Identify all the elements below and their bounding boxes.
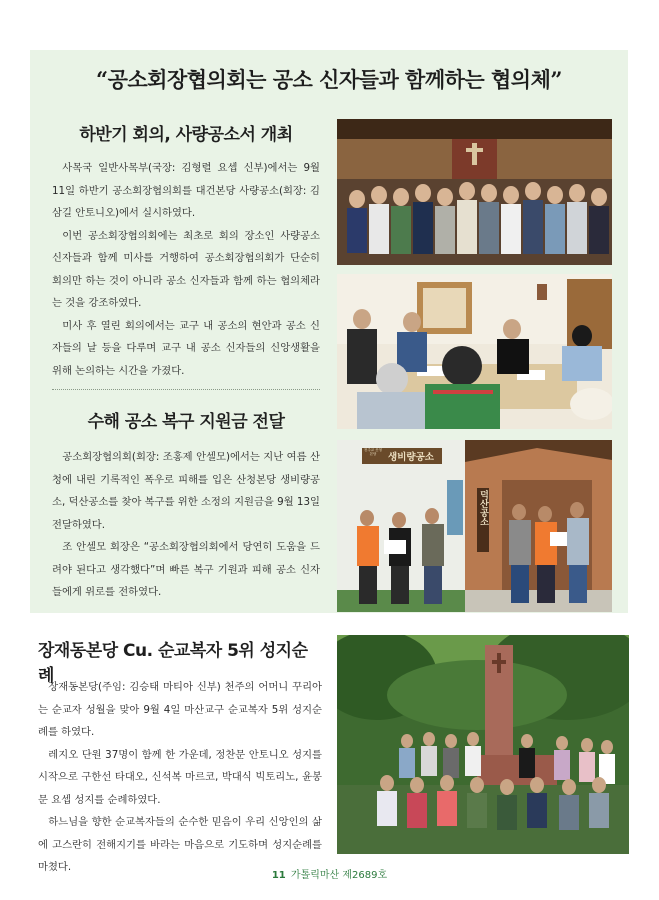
section2-body	[52, 446, 320, 604]
section3-paragraph: 장재동본당(주임: 김승태 마티아 신부) 천주의 어머니 꾸리아는 순교자 성월을 맞아 9월 4일 마산교구 순교복자 5위 성지순례를 하였다.	[38, 681, 322, 738]
sign-deoksan: 덕산공소	[478, 490, 488, 526]
section3-paragraph: 레지오 단원 37명이 함께 한 가운데, 정찬문 안토니오 성지를 시작으로 구한선 타대오, 신석복 마르코, 박대식 빅토리노, 윤봉문 요셉 성지를 순례하였다.	[38, 748, 322, 806]
publication-issue: 가톨릭마산 제2689호	[290, 870, 388, 881]
section3-body	[38, 676, 322, 879]
photo-relief-fund-delivery	[337, 440, 612, 612]
photo-meeting-table	[337, 274, 612, 429]
page-footer	[0, 866, 659, 881]
section-divider	[52, 389, 320, 390]
section2-paragraph: 조 안셀모 회장은 “공소회장협의회에서 당연히 도움을 드려야 된다고 생각했다”며 빠른 복구 기원과 피해 공소 신자들에게 위로를 전하였다.	[52, 541, 320, 598]
section1-title: 하반기 회의, 사량공소서 개최	[79, 125, 293, 145]
sign-saengbiryang: 생비량공소	[388, 452, 434, 463]
sign-saengbiryang-small: 천주교 산청본당	[363, 448, 383, 456]
page-headline: “공소회장협의회는 공소 신자들과 함께하는 협의체”	[96, 67, 562, 92]
section1-paragraph: 이번 공소회장협의회에는 최초로 회의 장소인 사량공소 신자들과 함께 미사를 거행하여 공소회장협의회가 단순히 회의만 하는 것이 아니라 공소 신자들과 함께 하는 협의체라는 것을 강조하였다.	[52, 229, 320, 309]
section3-title: 장재동본당 Cu. 순교복자 5위 성지순례	[38, 641, 308, 686]
section1-paragraph: 사목국 일반사목부(국장: 김형렬 요셉 신부)에서는 9월 11일 하반기 공소회장협의회를 대건본당 사량공소(회장: 김삼길 안토니오)에서 실시하였다.	[52, 162, 320, 219]
photo-pilgrimage-group	[337, 635, 629, 854]
photo-group-in-chapel	[337, 119, 612, 265]
section2-title: 수해 공소 복구 지원금 전달	[87, 412, 285, 432]
section1-body	[52, 157, 320, 382]
section2-paragraph: 공소회장협의회(회장: 조홍제 안셀모)에서는 지난 여름 산청에 내린 기록적인 폭우로 피해를 입은 산청본당 생비량공소, 덕산공소를 찾아 복구를 위한 소정의 지원금을 9월 13일 전달하였다.	[52, 451, 320, 531]
section1-paragraph: 미사 후 열린 회의에서는 교구 내 공소의 현안과 공소 신자들의 날 등을 다루며 교구 내 공소 신자들의 신앙생활을 위해 논의하는 시간을 가졌다.	[52, 319, 320, 377]
page-number: 11	[271, 870, 286, 881]
section3-paragraph: 하느님을 향한 순교복자들의 순수한 믿음이 우리 신앙인의 삶에 고스란히 전해지기를 바라는 마음으로 기도하며 성지순례를 마쳤다.	[38, 816, 322, 873]
